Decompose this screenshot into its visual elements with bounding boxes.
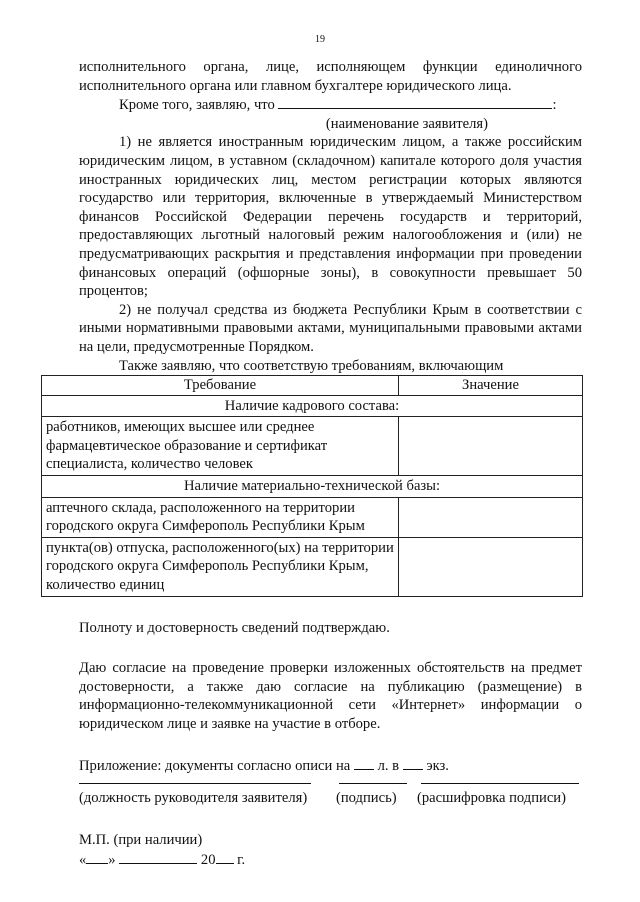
day-blank xyxy=(86,850,108,864)
position-caption: (должность руководителя заявителя) xyxy=(79,790,308,807)
attachment-text: Приложение: документы согласно описи на xyxy=(79,757,351,774)
year-blank xyxy=(216,850,234,864)
table-header-row xyxy=(42,376,583,396)
attachment-sheets-label: л. в xyxy=(377,757,400,774)
row-warehouse-requirement: аптечного склада, расположенного на территории городского округа Симферополь Республики Крым xyxy=(42,497,399,537)
table-row xyxy=(42,497,583,537)
group-facilities: Наличие материально-технической базы: xyxy=(42,476,583,498)
declaration-line xyxy=(79,95,582,115)
declaration-prefix: Кроме того, заявляю, что xyxy=(119,97,275,114)
row-staff-requirement: работников, имеющих высшее или среднее фармацевтическое образование и сертификат специалиста, количество человек xyxy=(42,417,399,476)
declaration-suffix: : xyxy=(552,97,557,114)
item-2: 2) не получал средства из бюджета Республики Крым в соответствии с иными нормативными правовыми актами, муниципальными правовыми актами на цели, предусмотренные Порядком. xyxy=(79,301,582,355)
confirmation-text: Полноту и достоверность сведений подтверждаю. xyxy=(79,619,390,636)
signature-caption: (подпись) xyxy=(336,790,397,807)
table-group-row xyxy=(42,395,583,417)
year-suffix: г. xyxy=(237,851,246,868)
sheets-blank xyxy=(354,756,374,770)
applicant-name-caption: (наименование заявителя) xyxy=(325,115,488,132)
decoding-line xyxy=(421,783,579,784)
table-row xyxy=(42,417,583,476)
header-value: Значение xyxy=(399,376,583,396)
signature-line xyxy=(339,783,407,784)
attachment-copies-label: экз. xyxy=(426,757,449,774)
position-line xyxy=(79,783,311,784)
header-requirement: Требование xyxy=(42,376,399,396)
table-group-row xyxy=(42,476,583,498)
consent-text: Даю согласие на проведение проверки изложенных обстоятельств на предмет достоверности, а также даю согласие на публикацию (размещение) в информационно-телекоммуникационной сети «Интернет» информации о юридическом лице и заявке на участие в отборе. xyxy=(79,660,582,732)
signature-block xyxy=(79,775,582,809)
month-blank xyxy=(119,850,197,864)
attachment-line xyxy=(79,756,582,776)
stamp-text: М.П. (при наличии) xyxy=(79,832,203,849)
row-outlets-requirement: пункта(ов) отпуска, расположенного(ых) на территории городского округа Симферополь Республики Крым, количество единиц xyxy=(42,537,399,596)
page-number: 19 xyxy=(315,34,325,45)
row-staff-value xyxy=(399,417,583,476)
year-prefix: 20 xyxy=(200,851,216,868)
document-body xyxy=(46,58,582,869)
decoding-caption: (расшифровка подписи) xyxy=(417,790,566,807)
applicant-name-blank xyxy=(278,95,552,109)
date-line xyxy=(79,850,582,870)
item-1: 1) не является иностранным юридическим лицом, а также российским юридическим лицом, в уставном (складочном) капитале которого доля участия иностранных юридических лиц, местом регистрации которых являются государство или территория, включенные в утверждаемый Министерством финансов Российской Федерации перечень государств и территорий, предоставляющих льготный налоговый режим налогообложения и (или) не предусматривающих раскрытия и представления информации при проведении финансовых операций (офшорные зоны), в совокупности превышает 50 процентов; xyxy=(79,134,582,300)
requirements-table xyxy=(41,375,583,597)
table-intro: Также заявляю, что соответствую требованиям, включающим xyxy=(119,357,504,374)
date-open-quote: « xyxy=(79,851,87,868)
table-row xyxy=(42,537,583,596)
copies-blank xyxy=(403,756,423,770)
intro-paragraph: исполнительного органа, лице, исполняющем функции единоличного исполнительного органа или главном бухгалтере юридического лица. xyxy=(79,59,582,94)
row-warehouse-value xyxy=(399,497,583,537)
row-outlets-value xyxy=(399,537,583,596)
date-close-quote: » xyxy=(108,851,116,868)
group-staff: Наличие кадрового состава: xyxy=(42,395,583,417)
